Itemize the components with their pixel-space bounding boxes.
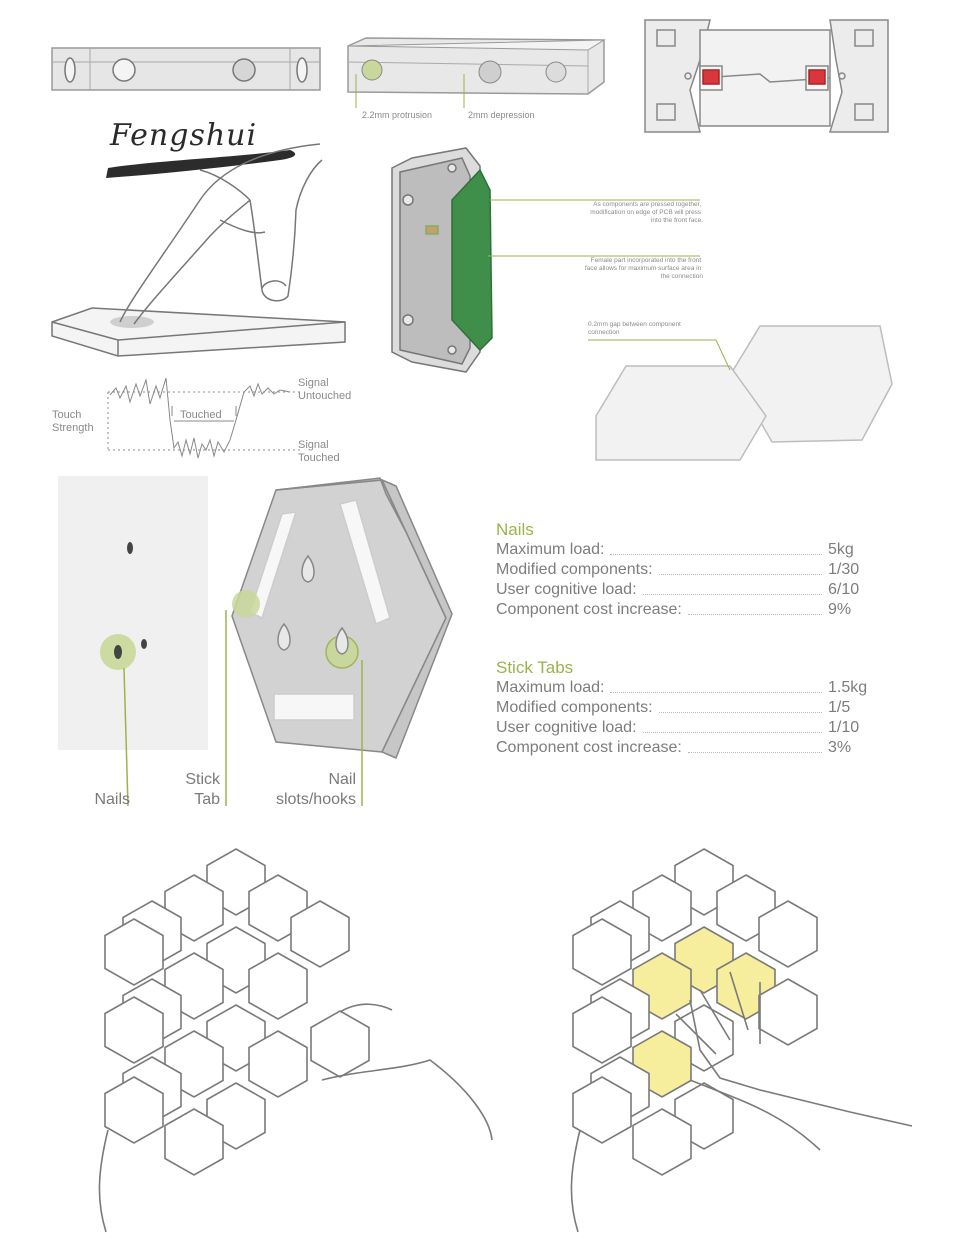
connector-bar-side-view	[52, 48, 320, 90]
hex-joint-clip-diagram	[645, 20, 888, 132]
spec-title-stick-tabs: Stick Tabs	[496, 658, 574, 677]
graph-signal-touched-2: Touched	[298, 452, 340, 464]
spec-row: Component cost increase: 3%	[496, 739, 852, 756]
brand-logo-text: Fengshui	[110, 118, 258, 153]
label-nails: Nails	[94, 791, 130, 808]
graph-signal-untouched-1: Signal	[298, 377, 329, 389]
honeycomb-wall-left	[99, 849, 492, 1232]
spec-title-nails: Nails	[496, 520, 534, 539]
spec-row: Maximum load: 1.5kg	[496, 679, 868, 696]
spec-row: Modified components: 1/5	[496, 699, 851, 716]
spec-row: User cognitive load: 1/10	[496, 719, 860, 736]
graph-signal-untouched-2: Untouched	[298, 390, 352, 402]
honeycomb-wall-right	[571, 849, 912, 1232]
depression-label: 2mm depression	[468, 110, 535, 120]
spec-row: Maximum load: 5kg	[496, 541, 854, 558]
label-nail-slots-2: slots/hooks	[275, 791, 356, 808]
label-nail-slots-1: Nail	[328, 771, 356, 788]
finger-touch-illustration	[52, 144, 345, 356]
graph-ylabel-2: Strength	[52, 422, 94, 434]
protrusion-label: 2.2mm protrusion	[362, 110, 433, 120]
label-stick-tab-2: Tab	[194, 791, 220, 808]
wall-nails-illustration	[58, 476, 208, 806]
hex-gap-illustration	[588, 326, 892, 460]
graph-touched-label: Touched	[180, 409, 222, 421]
graph-ylabel-1: Touch	[52, 409, 82, 421]
graph-signal-touched-1: Signal	[298, 439, 329, 451]
pcb-note-2: Female part incorporated into the front face allows for maximum surface area in the connection	[584, 257, 703, 280]
connector-block-3d	[348, 38, 604, 108]
spec-row: Modified components: 1/30	[496, 561, 860, 578]
spec-block-nails	[496, 520, 876, 620]
hex-panel-back-illustration	[226, 478, 452, 806]
spec-block-stick-tabs	[496, 658, 876, 758]
pcb-note-1: As components are pressed together, modification on edge of PCB will press into the front face.	[590, 201, 703, 224]
gap-note: 0.2mm gap between component connection	[588, 321, 681, 336]
spec-row: Component cost increase: 9%	[496, 601, 852, 618]
spec-row: User cognitive load: 6/10	[496, 581, 860, 598]
label-stick-tab-1: Stick	[185, 771, 220, 788]
